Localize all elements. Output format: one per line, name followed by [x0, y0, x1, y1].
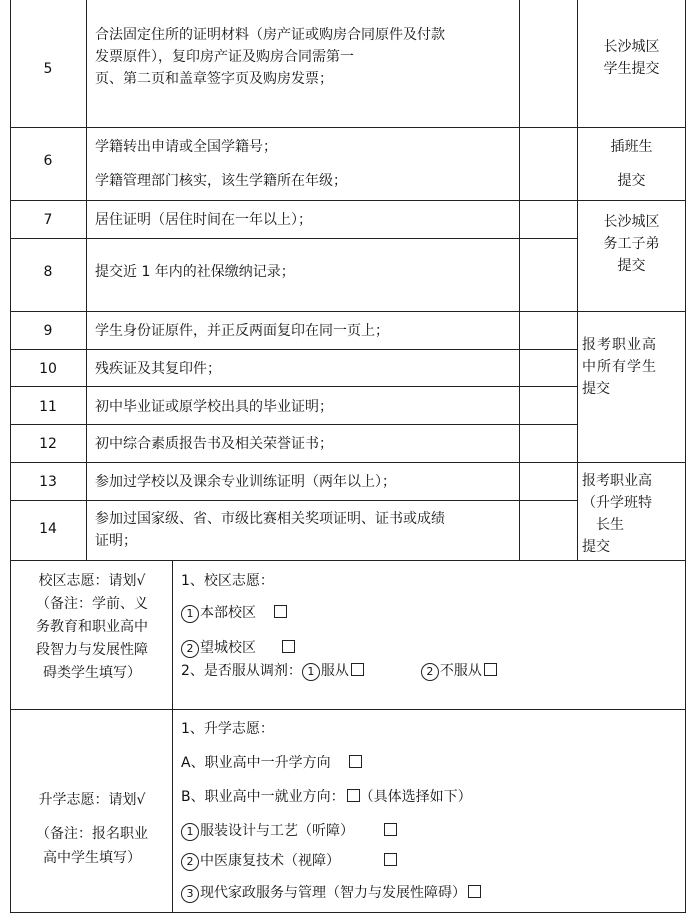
checkbox[interactable] — [282, 640, 295, 653]
row-line — [10, 200, 686, 201]
row-number: 13 — [39, 474, 57, 490]
group-label-vocational: 报考职业高 中所有学生 提交 — [582, 337, 657, 397]
row-number: 11 — [39, 399, 57, 415]
row-text: 发票原件），复印房产证及购房合同需第一 — [95, 49, 354, 65]
row-line — [10, 462, 686, 463]
row-text: 初中毕业证或原学校出具的毕业证明； — [95, 399, 333, 415]
row-text: 学籍转出申请或全国学籍号； — [95, 139, 277, 155]
study-heading: 1、升学志愿： — [181, 721, 274, 737]
checkbox-adjust-no[interactable] — [484, 663, 497, 676]
column-divider-check — [577, 0, 578, 560]
campus-option-wangcheng[interactable]: 2 望城校区 — [181, 637, 295, 659]
checkbox-adjust-yes[interactable] — [351, 663, 364, 676]
row-line — [10, 238, 578, 239]
study-sub-option-1[interactable]: 1 服装设计与工艺（听障） — [181, 820, 397, 842]
campus-label: 校区志愿：请划√ （备注：学前、义 务教育和职业高中 段智力与发展性障 碍类学生填写） — [36, 573, 148, 681]
study-label: 升学志愿：请划√ （备注：报名职业 高中学生填写） — [36, 792, 148, 866]
row-text: 参加过国家级、省、市级比赛相关奖项证明、证书或成绩 — [95, 511, 445, 527]
row-text: 参加过学校以及课余专业训练证明（两年以上）； — [95, 474, 396, 490]
group-label-transfer: 插班生 提交 — [610, 139, 653, 189]
row-number: 6 — [43, 153, 53, 169]
column-divider-content — [519, 0, 520, 560]
circled-number: 1 — [181, 823, 199, 841]
circled-number: 2 — [181, 853, 199, 871]
campus-adjust-row: 2、是否服从调剂： 1 服从 2 不服从 — [181, 660, 497, 682]
group-label-vocational-special: 报考职业高 （升学班特 长生 提交 — [582, 473, 652, 555]
circled-number: 2 — [181, 640, 199, 658]
row-line — [10, 349, 578, 350]
row-line — [10, 127, 686, 128]
row-number: 12 — [39, 436, 57, 452]
study-option-b[interactable]: B、职业高中一就业方向： （具体选择如下） — [181, 789, 472, 805]
table-border-right — [685, 0, 686, 913]
row-text: 初中综合素质报告书及相关荣誉证书； — [95, 436, 333, 452]
column-divider-num — [86, 0, 87, 560]
row-text: 学生身份证原件，并正反两面复印在同一页上； — [95, 323, 389, 339]
row-number: 9 — [43, 323, 53, 339]
row-text: 页、第二页和盖章签字页及购房发票； — [95, 71, 333, 87]
table-border-left — [10, 0, 11, 913]
row-text: 学籍管理部门核实，该生学籍所在年级； — [95, 173, 347, 189]
checkbox[interactable] — [274, 605, 287, 618]
checkbox[interactable] — [384, 853, 397, 866]
row-line — [10, 386, 578, 387]
study-sub-option-3[interactable]: 3 现代家政服务与管理（智力与发展性障碍） — [181, 882, 481, 904]
row-line — [10, 560, 686, 561]
column-divider-lower — [172, 560, 173, 913]
group-label-migrant-children: 长沙城区 务工子弟 提交 — [603, 214, 660, 274]
row-text: 残疾证及其复印件； — [95, 361, 221, 377]
checkbox[interactable] — [468, 885, 481, 898]
checkbox[interactable] — [349, 755, 362, 768]
row-number: 10 — [39, 361, 57, 377]
row-line — [10, 912, 686, 913]
row-text: 居住证明（居住时间在一年以上）； — [95, 212, 312, 228]
row-number: 8 — [43, 264, 53, 280]
row-line — [10, 311, 686, 312]
campus-option-main[interactable]: 1 本部校区 — [181, 602, 287, 624]
checkbox[interactable] — [384, 823, 397, 836]
row-line — [10, 709, 686, 710]
row-text: 证明； — [95, 533, 137, 549]
row-number: 7 — [43, 212, 53, 228]
checkbox[interactable] — [347, 789, 360, 802]
row-line — [10, 424, 578, 425]
circled-number: 2 — [421, 663, 439, 681]
circled-number: 3 — [181, 885, 199, 903]
study-option-a[interactable]: A、职业高中一升学方向 — [181, 752, 362, 774]
row-line — [10, 500, 578, 501]
circled-number: 1 — [181, 605, 199, 623]
study-sub-option-2[interactable]: 2 中医康复技术（视障） — [181, 850, 397, 872]
row-number: 5 — [43, 61, 53, 77]
row-text: 提交近 1 年内的社保缴纳记录； — [95, 264, 295, 280]
circled-number: 1 — [302, 663, 320, 681]
row-number: 14 — [39, 521, 57, 537]
group-label-city-students: 长沙城区 学生提交 — [603, 39, 660, 77]
campus-heading: 1、校区志愿： — [181, 573, 274, 589]
row-text: 合法固定住所的证明材料（房产证或购房合同原件及付款 — [95, 27, 445, 43]
